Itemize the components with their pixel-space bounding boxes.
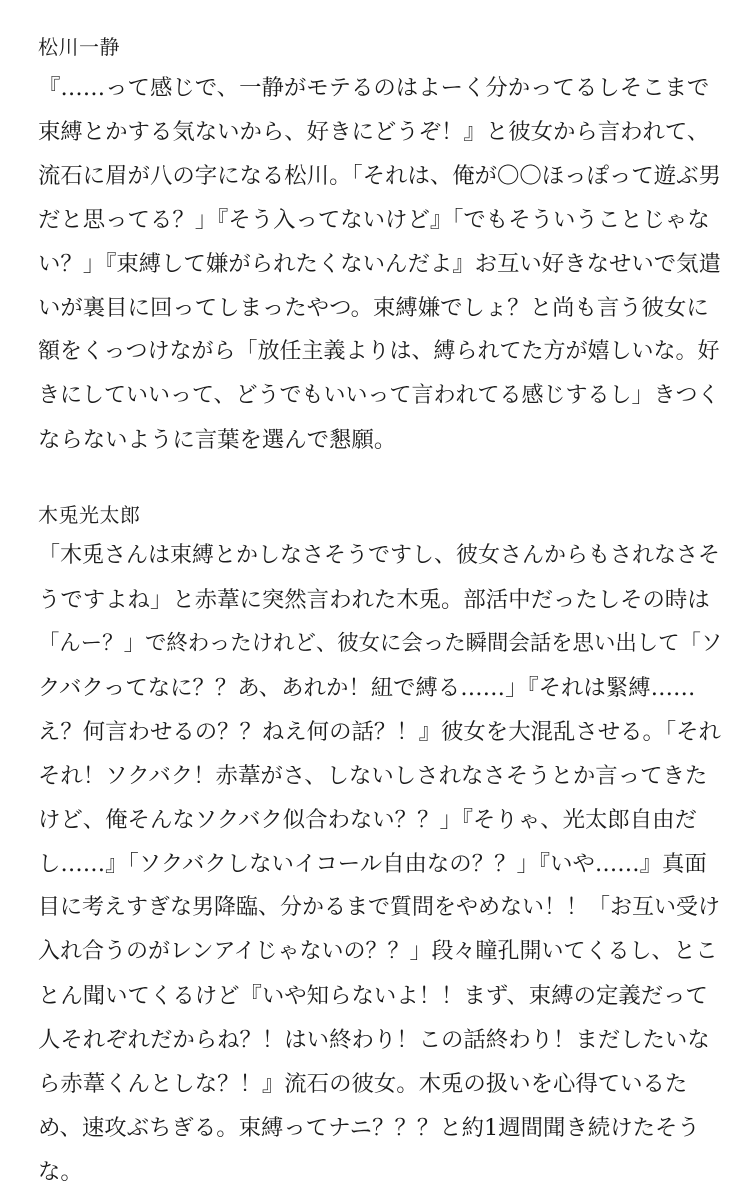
paragraph-line: え？何言わせるの？？ねえ何の話？！』彼女を大混乱させる。「それ: [38, 719, 721, 745]
paragraph-line: だと思ってる？」『そう入ってないけど』「でもそういうことじゃな: [38, 207, 710, 233]
section-title-matsukawa: 松川一静: [38, 35, 120, 59]
paragraph-line: い？」『束縛して嫌がられたくないんだよ』お互い好きなせいで気遣: [38, 251, 721, 277]
paragraph-line: うですよね」と赤葦に突然言われた木兎。部活中だったしその時は: [38, 587, 710, 613]
paragraph-line: いが裏目に回ってしまったやつ。束縛嫌でしょ？と尚も言う彼女に: [38, 295, 709, 321]
paragraph-line: な。: [38, 1159, 83, 1185]
paragraph-line: きにしていいって、どうでもいいって言われてる感じするし」きつく: [38, 383, 720, 408]
paragraph-line: め、速攻ぶちぎる。束縛ってナニ？？？と約1週間聞き続けたそう: [38, 1115, 700, 1141]
paragraph-line: 「木兎さんは束縛とかしなさそうですし、彼女さんからもされなさそ: [38, 543, 721, 568]
paragraph-line: けど、俺そんなソクバク似合わない？？」『そりゃ、光太郎自由だ: [38, 807, 697, 833]
paragraph-line: 「んー？」で終わったけれど、彼女に会った瞬間会話を思い出して「ソ: [38, 631, 723, 656]
paragraph-line: 額をくっつけながら「放任主義よりは、縛られてた方が嬉しいな。好: [38, 339, 720, 364]
paragraph-line: それ！ソクバク！赤葦がさ、しないしされなさそうとか言ってきた: [38, 763, 708, 789]
section-title-bokuto: 木兎光太郎: [38, 503, 141, 527]
paragraph-line: 束縛とかする気ないから、好きにどうぞ！』と彼女から言われて、: [38, 119, 710, 145]
paragraph-line: 目に考えすぎな男降臨、分かるまで質問をやめない！！「お互い受け: [38, 895, 721, 920]
paragraph-line: とん聞いてくるけど『いや知らないよ！！まず、束縛の定義だって: [38, 983, 708, 1009]
paragraph-line: 『……って感じで、一静がモテるのはよーく分かってるしそこまで: [38, 75, 710, 101]
paragraph-line: 流石に眉が八の字になる松川。「それは、俺が〇〇ほっぽって遊ぶ男: [38, 163, 721, 189]
paragraph-line: ら赤葦くんとしな？！』流石の彼女。木兎の扱いを心得ているた: [38, 1071, 688, 1097]
paragraph-line: ならないように言葉を選んで懇願。: [38, 427, 397, 453]
paragraph-line: 入れ合うのがレンアイじゃないの？？」段々瞳孔開いてくるし、とこ: [38, 939, 718, 964]
paragraph-line: し……』「ソクバクしないイコール自由なの？？」『いや……』真面: [38, 851, 707, 877]
paragraph-line: クバクってなに？？あ、あれか！紐で縛る……」『それは緊縛……: [38, 675, 696, 701]
paragraph-line: 人それぞれだからね？！はい終わり！この話終わり！まだしたいな: [38, 1027, 710, 1053]
